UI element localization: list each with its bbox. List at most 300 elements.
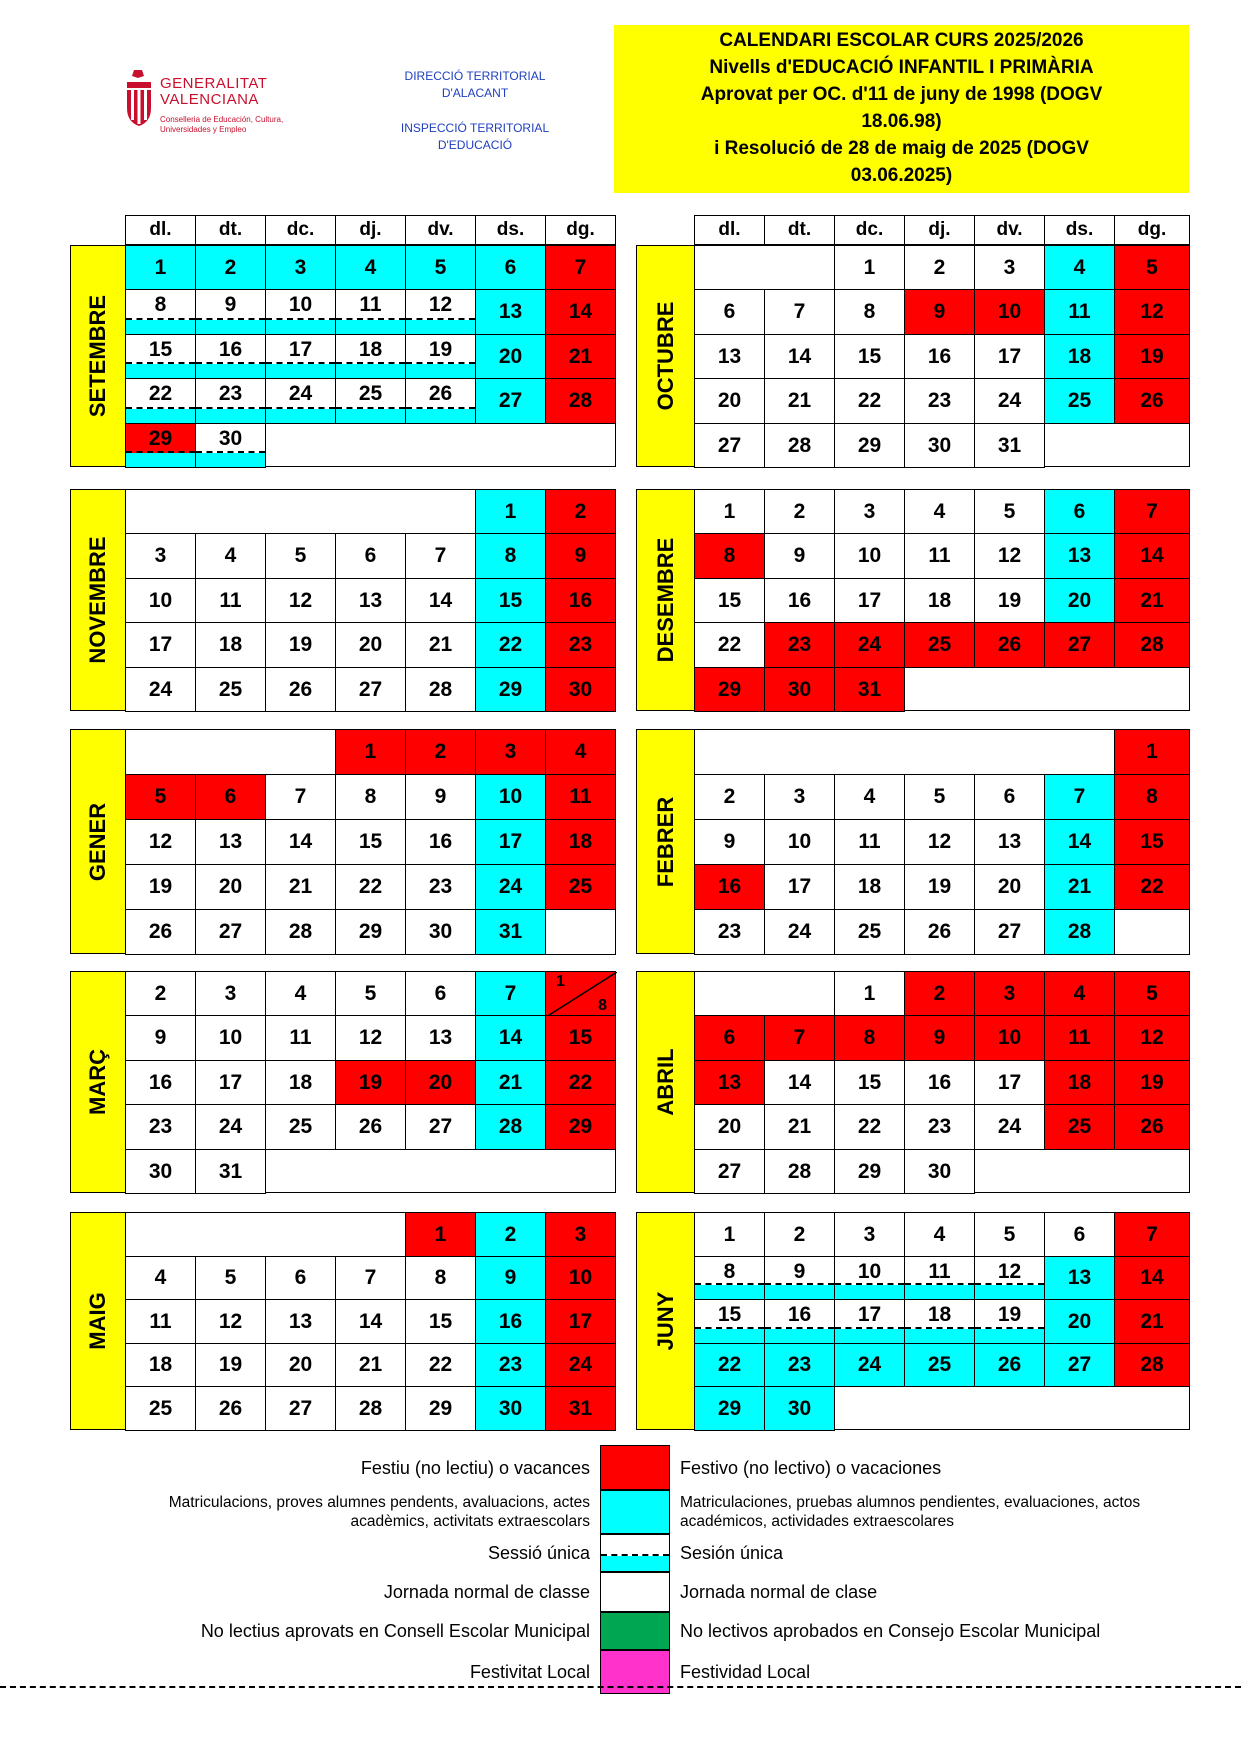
day-cell [904, 864, 975, 910]
day-cell [405, 729, 476, 775]
day-cell [125, 667, 196, 712]
day-number: 10 [997, 300, 1022, 323]
day-number: 25 [288, 1115, 313, 1138]
day-cell [694, 1015, 765, 1061]
legend-label-ca: Matriculacions, proves alumnes pendents, avaluacions, actes acadèmics, activitats extraescolars [168, 1494, 590, 1530]
day-cell [764, 1212, 835, 1257]
day-cell [694, 289, 765, 335]
day-number: 23 [568, 633, 593, 656]
day-number: 14 [1140, 544, 1164, 567]
day-cell [545, 622, 616, 668]
direction-line4: D'EDUCACIÓ [437, 138, 513, 152]
day-number: 4 [294, 981, 307, 1005]
month-name: OCTUBRE [652, 301, 678, 411]
day-number: 9 [504, 1266, 517, 1289]
day-cell [694, 774, 765, 820]
day-number: 3 [793, 785, 806, 808]
cut-line [0, 1686, 1241, 1688]
day-cell [1114, 533, 1190, 579]
day-cell [904, 245, 975, 290]
day-number: 13 [498, 300, 523, 323]
day-number: 13 [1067, 544, 1092, 567]
day-number: 23 [428, 875, 453, 898]
day-cell [125, 1015, 196, 1061]
day-number: 26 [997, 633, 1022, 656]
day-number: 29 [717, 677, 742, 701]
day-cell [1044, 1212, 1115, 1257]
day-number: 3 [294, 255, 307, 279]
day-cell [1044, 533, 1115, 579]
day-cell [834, 971, 905, 1016]
day-cell [974, 1299, 1045, 1344]
day-number: 19 [288, 633, 313, 656]
day-number: 5 [1146, 255, 1158, 279]
day-cell [974, 622, 1045, 668]
day-cell [904, 1299, 975, 1344]
day-cell [335, 909, 406, 955]
day-number: 16 [498, 1309, 523, 1333]
day-cell [195, 622, 266, 668]
day-number: 7 [504, 981, 517, 1005]
day-number: 4 [1073, 981, 1086, 1005]
day-cell [125, 1149, 196, 1194]
day-number: 30 [927, 433, 952, 457]
day-cell [405, 1015, 476, 1061]
day-number: 18 [1067, 344, 1092, 368]
day-number: 12 [288, 588, 313, 612]
day-cell [904, 289, 975, 335]
day-number: 25 [1067, 1115, 1092, 1138]
day-cell [1044, 1104, 1115, 1150]
day-number: 24 [857, 633, 882, 656]
day-number: 7 [1146, 499, 1158, 523]
day-cell [335, 864, 406, 910]
day-cell [475, 533, 546, 579]
legend-swatch-single [600, 1534, 670, 1572]
day-number: 17 [997, 344, 1022, 368]
day-number: 12 [218, 1309, 243, 1333]
day-cell [694, 622, 765, 668]
day-cell [265, 1015, 336, 1061]
day-number: 16 [568, 588, 593, 612]
day-number: 24 [218, 1115, 243, 1138]
day-cell [764, 774, 835, 820]
day-cell [475, 864, 546, 910]
day-number: 11 [219, 588, 242, 612]
day-number: 25 [148, 1396, 173, 1420]
day-number: 13 [288, 1309, 313, 1333]
day-number: 2 [723, 785, 736, 808]
day-number: 10 [857, 1260, 882, 1283]
day-cell [974, 334, 1045, 379]
day-cell [195, 578, 266, 623]
day-cell [125, 533, 196, 579]
day-cell [195, 1015, 266, 1061]
day-number: 9 [933, 1026, 946, 1049]
day-cell [475, 774, 546, 820]
day-cell [834, 819, 905, 865]
day-cell [545, 489, 616, 534]
day-cell [694, 378, 765, 424]
legend-label-ca: Festivitat Local [469, 1662, 590, 1682]
day-number: 8 [434, 1266, 447, 1289]
direction-line2: D'ALACANT [441, 86, 509, 100]
day-cell [545, 578, 616, 623]
day-number: 17 [857, 588, 882, 612]
day-number: 24 [997, 389, 1022, 412]
day-cell [475, 729, 546, 775]
day-cell [1114, 864, 1190, 910]
day-number: 14 [1067, 830, 1092, 853]
day-number: 22 [717, 633, 742, 656]
day-cell [265, 289, 336, 335]
day-number: 17 [568, 1309, 593, 1333]
day-number: 8 [364, 785, 377, 808]
day-cell [974, 774, 1045, 820]
day-cell [195, 1256, 266, 1300]
day-number: 10 [568, 1266, 593, 1289]
day-number: 24 [288, 382, 313, 405]
day-number: 21 [787, 389, 812, 412]
day-number: 1 [863, 981, 876, 1005]
logo-subtitle: Conselleria de Educación, Cultura, Universidades y Empleo [160, 115, 284, 134]
day-cell [694, 489, 765, 534]
day-cell [834, 578, 905, 623]
title-line1: CALENDARI ESCOLAR CURS 2025/2026 [719, 30, 1084, 51]
day-number: 28 [568, 389, 593, 412]
day-cell [125, 1104, 196, 1150]
day-cell [335, 1015, 406, 1061]
day-number: 5 [224, 1266, 237, 1289]
day-number: 20 [1067, 1309, 1092, 1333]
day-number: 9 [723, 830, 736, 853]
legend-swatch-white [600, 1572, 670, 1612]
day-cell [405, 533, 476, 579]
day-number: 3 [504, 740, 517, 763]
day-cell [1044, 489, 1115, 534]
weekday-header: dl. [694, 215, 765, 245]
day-number: 10 [218, 1026, 243, 1049]
day-number: 6 [294, 1266, 307, 1289]
day-cell [694, 819, 765, 865]
day-number: 5 [364, 981, 377, 1005]
day-cell [475, 1015, 546, 1061]
day-number: 23 [927, 389, 952, 412]
day-number: 27 [358, 677, 383, 701]
day-cell [545, 1256, 616, 1300]
day-number: 28 [1140, 1353, 1164, 1376]
day-cell [764, 1386, 835, 1431]
day-number: 21 [498, 1070, 523, 1094]
day-number: 15 [358, 830, 383, 853]
day-cell [1044, 1015, 1115, 1061]
day-number: 7 [793, 1026, 806, 1049]
day-number: 20 [997, 875, 1022, 898]
day-cell [1114, 245, 1190, 290]
day-cell [764, 819, 835, 865]
day-number: 10 [288, 293, 313, 316]
day-number: 3 [154, 544, 167, 567]
day-number: 7 [364, 1266, 377, 1289]
day-number: 4 [933, 1222, 946, 1246]
day-cell [125, 334, 196, 379]
month-label-setembre [70, 245, 126, 467]
day-cell [545, 1343, 616, 1387]
day-number: 2 [224, 255, 237, 279]
day-cell [195, 864, 266, 910]
day-cell [834, 289, 905, 335]
day-number: 5 [294, 544, 307, 567]
month-name: DESEMBRE [652, 537, 678, 663]
day-cell [904, 1104, 975, 1150]
day-number: 11 [569, 785, 592, 808]
day-number: 4 [574, 740, 587, 763]
day-cell [1044, 378, 1115, 424]
day-cell [694, 1386, 765, 1431]
day-number: 25 [568, 875, 593, 898]
day-number: 11 [289, 1026, 312, 1049]
day-cell [125, 378, 196, 424]
day-cell [125, 971, 196, 1016]
day-cell [834, 489, 905, 534]
day-cell [974, 1015, 1045, 1061]
day-number: 7 [793, 300, 806, 323]
legend-label-es: No lectivos aprobados en Consejo Escolar Municipal [680, 1621, 1101, 1641]
day-cell [265, 971, 336, 1016]
day-number: 19 [428, 338, 453, 361]
day-cell [694, 1212, 765, 1257]
day-number: 22 [148, 382, 173, 405]
day-number: 23 [787, 633, 812, 656]
month-name: SETEMBRE [85, 294, 110, 418]
day-number: 14 [288, 830, 313, 853]
legend-swatch-green [600, 1612, 670, 1650]
day-number: 14 [358, 1309, 383, 1333]
day-number: 10 [148, 588, 173, 612]
day-cell [834, 1149, 905, 1194]
day-cell [694, 909, 765, 955]
day-number: 15 [857, 344, 882, 368]
day-number: 27 [997, 920, 1022, 943]
day-number: 29 [148, 427, 173, 450]
day-cell [195, 971, 266, 1016]
day-number: 9 [434, 785, 447, 808]
day-number: 28 [787, 433, 812, 457]
day-number: 21 [1140, 1309, 1164, 1333]
day-number: 30 [218, 427, 243, 450]
day-number: 4 [863, 785, 876, 808]
legend-label-ca: No lectius aprovats en Consell Escolar Municipal [200, 1621, 590, 1641]
day-cell [545, 864, 616, 910]
day-number: 17 [787, 875, 812, 898]
day-cell [694, 578, 765, 623]
weekday-header: dv. [405, 215, 476, 245]
generalitat-logo [122, 68, 322, 148]
day-cell [764, 378, 835, 424]
day-cell [405, 1256, 476, 1300]
day-cell [1044, 1060, 1115, 1105]
title-box [614, 25, 1189, 193]
day-cell [545, 971, 616, 1016]
day-cell [545, 667, 616, 712]
day-cell [904, 378, 975, 424]
day-cell [195, 334, 266, 379]
day-number: 28 [428, 677, 453, 701]
day-cell [974, 1343, 1045, 1387]
day-number: 13 [997, 830, 1022, 853]
day-number: 25 [927, 1353, 952, 1376]
day-cell [1114, 819, 1190, 865]
day-number: 8 [1146, 785, 1158, 808]
day-cell [475, 1256, 546, 1300]
day-number: 15 [717, 588, 742, 612]
day-cell [335, 378, 406, 424]
day-cell [764, 334, 835, 379]
day-number: 13 [428, 1026, 453, 1049]
month-name: ABRIL [652, 1048, 678, 1116]
day-cell [335, 533, 406, 579]
day-cell [1114, 909, 1190, 955]
day-cell [1044, 971, 1115, 1016]
day-number: 13 [218, 830, 243, 853]
day-number: 20 [717, 389, 742, 412]
day-cell [764, 667, 835, 712]
day-cell [904, 909, 975, 955]
day-cell [764, 909, 835, 955]
day-cell [475, 1212, 546, 1257]
day-cell [545, 289, 616, 335]
day-number: 6 [364, 544, 377, 567]
day-number: 25 [358, 382, 383, 405]
day-cell [834, 378, 905, 424]
day-cell [545, 1212, 616, 1257]
day-cell [904, 334, 975, 379]
day-cell [265, 1386, 336, 1431]
day-cell [1044, 819, 1115, 865]
day-cell [764, 1060, 835, 1105]
day-number: 8 [863, 1026, 876, 1049]
day-cell [1114, 1212, 1190, 1257]
day-number: 29 [857, 433, 882, 457]
day-number: 23 [498, 1353, 523, 1376]
day-cell [1114, 289, 1190, 335]
day-cell [335, 667, 406, 712]
day-number: 22 [498, 633, 523, 656]
day-cell [904, 1256, 975, 1300]
day-cell [545, 1299, 616, 1344]
day-cell [974, 971, 1045, 1016]
day-number: 28 [358, 1396, 383, 1420]
day-number: 3 [1003, 981, 1016, 1005]
day-number: 30 [927, 1159, 952, 1183]
day-number: 30 [787, 677, 812, 701]
day-cell [405, 1060, 476, 1105]
day-number: 1 [154, 255, 167, 279]
legend-swatch-cyan [600, 1490, 670, 1534]
weekday-header: dj. [335, 215, 406, 245]
day-cell [265, 1104, 336, 1150]
day-number: 11 [928, 1260, 951, 1283]
day-cell [974, 1060, 1045, 1105]
day-cell [1114, 334, 1190, 379]
day-cell [764, 1149, 835, 1194]
day-number: 20 [1067, 588, 1092, 612]
day-number: 8 [863, 300, 876, 323]
logo-line2: VALENCIANA [160, 91, 259, 108]
day-cell [694, 1104, 765, 1150]
day-number: 9 [154, 1026, 167, 1049]
legend-label-es: Sesión única [680, 1543, 784, 1563]
day-cell [405, 1104, 476, 1150]
day-cell [195, 533, 266, 579]
day-cell [904, 489, 975, 534]
day-cell [125, 909, 196, 955]
day-cell [475, 1104, 546, 1150]
day-number: 2 [793, 499, 806, 523]
day-number: 17 [148, 633, 173, 656]
day-cell [764, 864, 835, 910]
day-number: 14 [498, 1026, 523, 1049]
day-number: 10 [997, 1026, 1022, 1049]
day-number: 10 [857, 544, 882, 567]
day-number: 4 [364, 255, 377, 279]
day-cell [545, 774, 616, 820]
day-cell [125, 1060, 196, 1105]
day-number: 5 [434, 255, 447, 279]
day-cell [694, 334, 765, 379]
day-number: 31 [997, 433, 1022, 457]
day-cell [834, 622, 905, 668]
day-cell [405, 909, 476, 955]
day-number: 5 [1003, 1222, 1016, 1246]
direction-line3: INSPECCIÓ TERRITORIAL [400, 121, 550, 135]
day-cell [335, 1299, 406, 1344]
day-cell [904, 578, 975, 623]
day-number: 21 [1140, 588, 1164, 612]
day-number: 16 [218, 338, 243, 361]
day-number: 3 [863, 1222, 876, 1246]
day-cell [834, 909, 905, 955]
day-number: 18 [148, 1353, 173, 1376]
day-cell [834, 1015, 905, 1061]
day-number: 17 [218, 1070, 243, 1094]
day-number: 6 [434, 981, 447, 1005]
day-number: 12 [997, 544, 1022, 567]
day-cell [405, 1386, 476, 1431]
day-cell [405, 578, 476, 623]
day-number: 12 [1140, 1026, 1164, 1049]
day-cell [694, 1343, 765, 1387]
day-number: 26 [1140, 389, 1164, 412]
day-cell [125, 622, 196, 668]
day-cell [335, 1104, 406, 1150]
day-number: 21 [358, 1353, 383, 1376]
day-number: 6 [723, 1026, 736, 1049]
day-number: 15 [428, 1309, 453, 1333]
day-number: 11 [359, 293, 382, 316]
month-label-juny [636, 1212, 695, 1430]
day-cell [125, 245, 196, 290]
day-cell [694, 423, 765, 468]
day-number: 29 [358, 920, 383, 943]
day-cell [1114, 1104, 1190, 1150]
day-number: 15 [717, 1303, 742, 1326]
day-cell [904, 1015, 975, 1061]
day-cell [475, 971, 546, 1016]
day-number: 29 [717, 1396, 742, 1420]
day-number: 16 [787, 588, 812, 612]
day-number: 19 [997, 1303, 1022, 1326]
